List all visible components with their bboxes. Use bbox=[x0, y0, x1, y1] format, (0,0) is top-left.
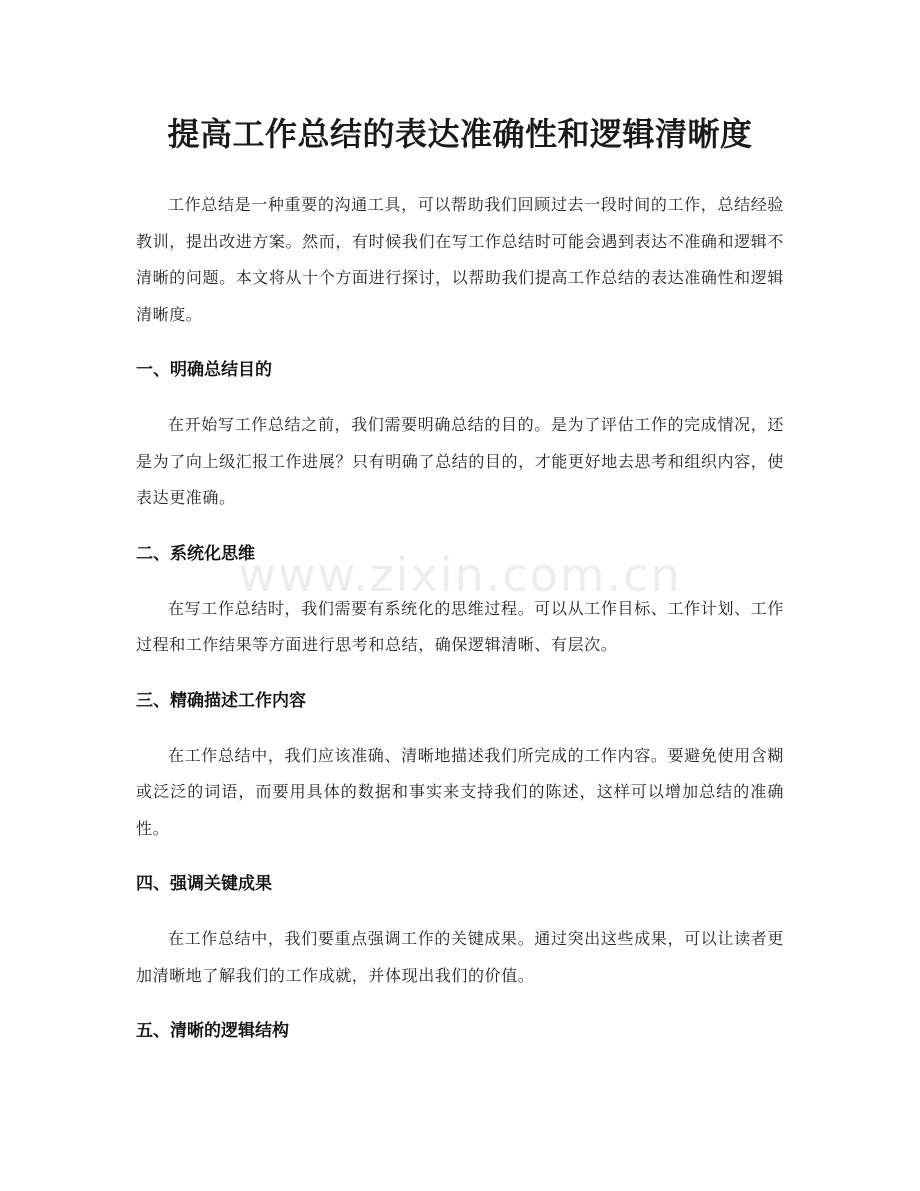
section-body-3: 在工作总结中，我们应该准确、清晰地描述我们所完成的工作内容。要避免使用含糊或泛泛的词语，而要用具体的数据和事实来支持我们的陈述，这样可以增加总结的准确性。 bbox=[136, 745, 784, 838]
watermark-text: www.zixin.com.cn bbox=[238, 548, 682, 602]
document-title: 提高工作总结的表达准确性和逻辑清晰度 bbox=[167, 115, 753, 153]
intro-paragraph: 工作总结是一种重要的沟通工具，可以帮助我们回顾过去一段时间的工作，总结经验教训，提出改进方案。然而，有时候我们在写工作总结时可能会遇到表达不准确和逻辑不清晰的问题。本文将从十个方面进行探讨，以帮助我们提高工作总结的表达准确性和逻辑清晰度。 bbox=[136, 195, 784, 324]
section-heading-2: 二、系统化思维 bbox=[136, 543, 255, 564]
section-heading-3: 三、精确描述工作内容 bbox=[136, 690, 306, 711]
section-heading-1: 一、明确总结目的 bbox=[136, 360, 272, 380]
section-body-4: 在工作总结中，我们要重点强调工作的关键成果。通过突出这些成果，可以让读者更加清晰地了解我们的工作成就，并体现出我们的价值。 bbox=[136, 929, 784, 985]
section-heading-5: 五、清晰的逻辑结构 bbox=[136, 1021, 289, 1041]
section-body-1: 在开始写工作总结之前，我们需要明确总结的目的。是为了评估工作的完成情况，还是为了向上级汇报工作进展？只有明确了总结的目的，才能更好地去思考和组织内容，使表达更准确。 bbox=[136, 415, 784, 507]
section-heading-4: 四、强调关键成果 bbox=[136, 874, 272, 894]
section-body-2: 在写工作总结时，我们需要有系统化的思维过程。可以从工作目标、工作计划、工作过程和工作结果等方面进行思考和总结，确保逻辑清晰、有层次。 bbox=[136, 598, 784, 654]
